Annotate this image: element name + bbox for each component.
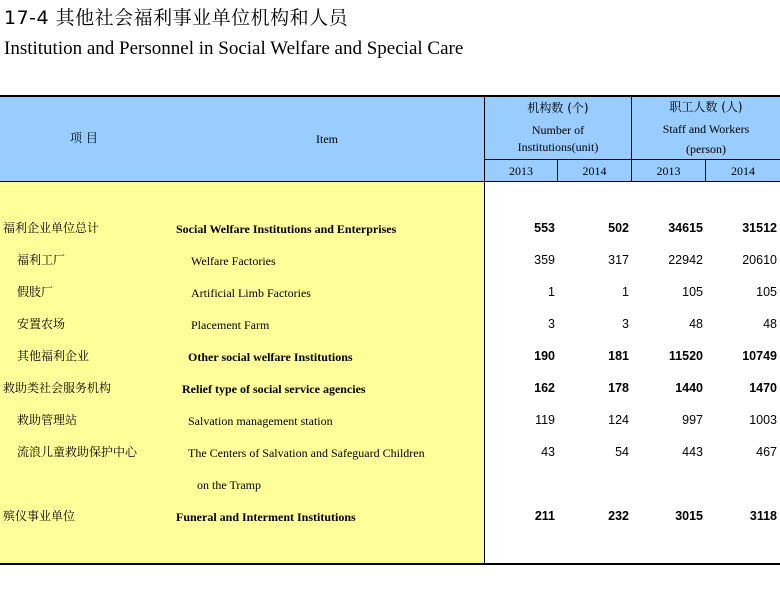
row-value: 48: [763, 317, 777, 331]
row-label-en: Social Welfare Institutions and Enterprises: [176, 222, 397, 236]
row-label-en: Other social welfare Institutions: [188, 350, 353, 364]
row-label-en: Relief type of social service agencies: [182, 382, 366, 396]
body-item-area: [0, 182, 484, 563]
header-item-cn: 项 目: [70, 131, 98, 145]
row-value: 1470: [749, 381, 777, 395]
row-label-cn: 救助管理站: [17, 413, 78, 427]
row-value: 1: [548, 285, 555, 299]
row-value: 105: [756, 285, 777, 299]
row-value: 211: [534, 509, 555, 523]
row-value: 11520: [668, 349, 703, 363]
row-value: 502: [608, 221, 629, 235]
row-value: 105: [682, 285, 703, 299]
table-top-rule: [0, 95, 780, 97]
title-cn: 17-4 其他社会福利事业单位机构和人员: [4, 7, 349, 29]
row-label-en: Artificial Limb Factories: [191, 286, 311, 300]
row-value: 22942: [668, 253, 703, 267]
row-value: 178: [608, 381, 629, 395]
row-label-cn: 其他福利企业: [17, 349, 90, 363]
row-value: 997: [682, 413, 703, 427]
year-header: 2013: [656, 164, 681, 178]
row-label-cn: 福利企业单位总计: [3, 221, 100, 235]
row-label-en: Funeral and Interment Institutions: [176, 510, 356, 524]
header-staff-en-1: Staff and Workers: [662, 122, 750, 136]
row-value: 443: [682, 445, 703, 459]
row-value: 1003: [749, 413, 777, 427]
row-value: 48: [689, 317, 703, 331]
row-value: 31512: [742, 221, 777, 235]
row-value: 124: [608, 413, 629, 427]
row-value: 34615: [668, 221, 703, 235]
row-label-cn: 殡仪事业单位: [3, 509, 76, 523]
year-header: 2013: [509, 164, 533, 178]
row-value: 119: [535, 413, 555, 427]
row-label-en: Placement Farm: [191, 318, 270, 332]
row-value: 232: [608, 509, 629, 523]
row-value: 1440: [675, 381, 703, 395]
row-value: 3: [548, 317, 555, 331]
row-label-cn: 安置农场: [17, 317, 66, 331]
year-header: 2014: [582, 164, 607, 178]
row-value: 162: [534, 381, 555, 395]
row-label-cn: 福利工厂: [17, 253, 66, 267]
row-value: 317: [608, 253, 629, 267]
header-institutions-en-1: Number of: [531, 123, 585, 137]
row-value: 467: [756, 445, 777, 459]
header-item-en: Item: [316, 132, 338, 146]
row-value: 359: [534, 253, 555, 267]
row-label-cn: 救助类社会服务机构: [3, 381, 112, 395]
row-label-en: Welfare Factories: [191, 254, 276, 268]
row-value: 181: [608, 349, 629, 363]
row-value: 54: [615, 445, 629, 459]
row-value: 10749: [742, 349, 777, 363]
row-label-cn: 流浪儿童救助保护中心: [17, 445, 138, 459]
header-institutions-cn: 机构数 (个): [527, 101, 589, 115]
row-value: 190: [534, 349, 555, 363]
row-value: 3: [622, 317, 629, 331]
header-institutions-en-2: Institutions(unit): [517, 140, 599, 154]
row-value: 1: [622, 285, 629, 299]
row-value: 553: [534, 221, 555, 235]
title-en: Institution and Personnel in Social Welfare and Special Care: [4, 38, 464, 59]
row-label-cn: 假肢厂: [17, 285, 54, 299]
header-staff-cn: 职工人数 (人): [669, 100, 743, 114]
row-label-en-continued: on the Tramp: [197, 478, 262, 492]
row-value: 3118: [749, 509, 777, 523]
header-staff-en-2: (person): [686, 142, 726, 156]
row-label-en: Salvation management station: [188, 414, 333, 428]
row-value: 3015: [675, 509, 703, 523]
year-header: 2014: [731, 164, 755, 178]
row-value: 20610: [742, 253, 777, 267]
row-value: 43: [541, 445, 555, 459]
table-bottom-rule: [0, 563, 780, 565]
row-label-en: The Centers of Salvation and Safeguard Children: [188, 446, 425, 460]
